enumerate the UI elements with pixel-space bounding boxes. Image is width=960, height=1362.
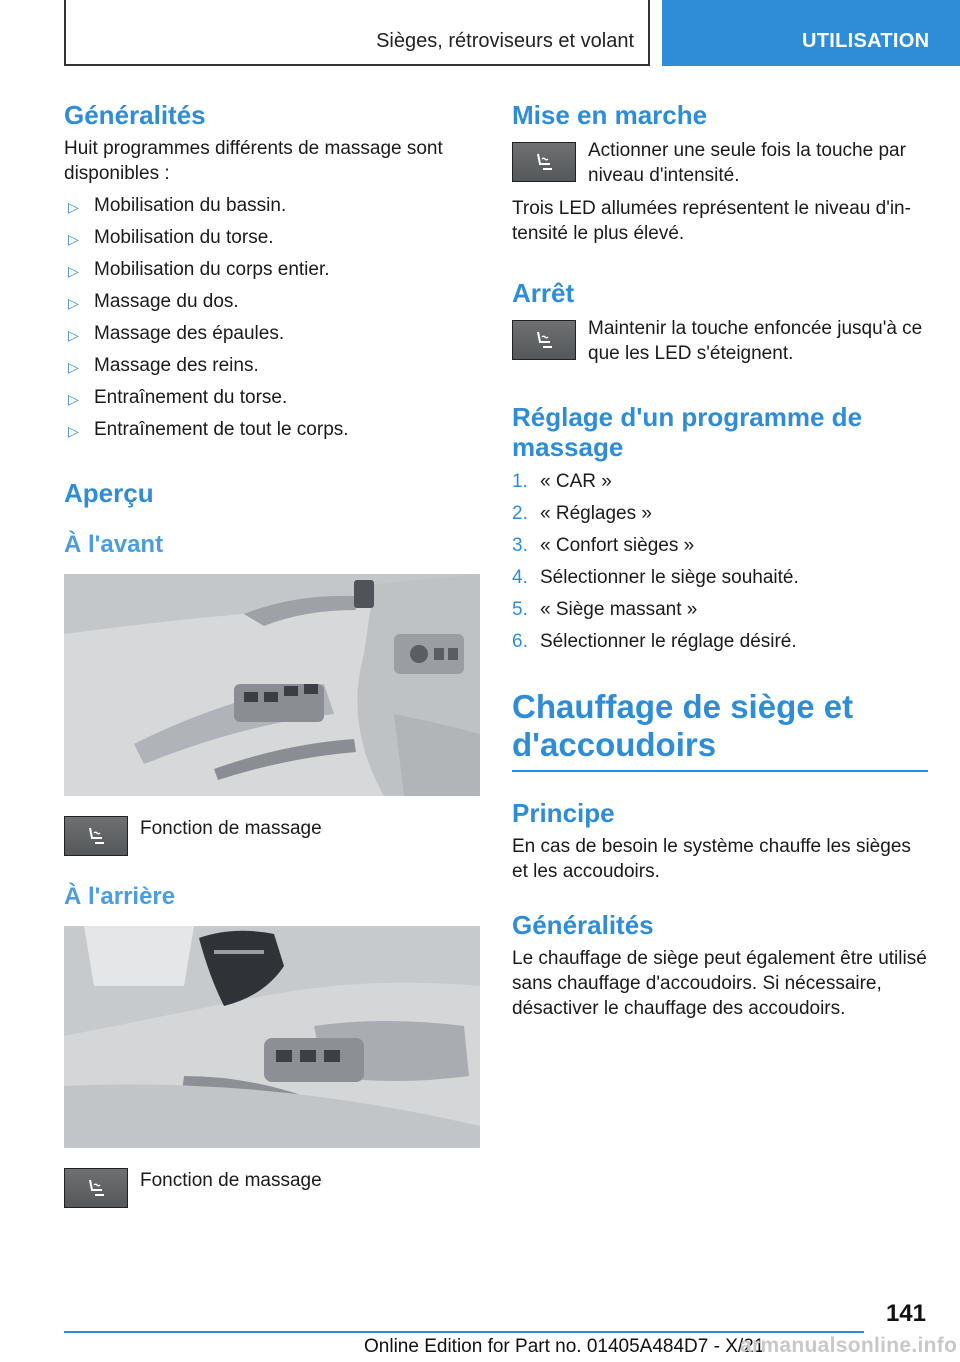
list-item: 1. « CAR » <box>512 471 612 492</box>
section-title: UTILISATION <box>802 30 930 52</box>
seat-massage-button <box>64 1168 128 1208</box>
triangle-bullet-icon: ▷ <box>68 263 79 279</box>
list-item: 2. « Réglages » <box>512 503 652 524</box>
general2-text: Le chauffage de siège peut également être utilisé sans chauffage d'accoudoirs. Si nécessaire, désactiver le chauffage des accoudoirs. <box>512 948 927 1019</box>
list-item: 4. Sélectionner le siège souhaité. <box>512 567 799 588</box>
triangle-bullet-icon: ▷ <box>68 199 79 215</box>
seat-massage-icon <box>85 825 107 847</box>
triangle-bullet-icon: ▷ <box>68 359 79 375</box>
chapter-title: Sièges, rétroviseurs et volant <box>376 30 634 52</box>
section-tab <box>662 0 960 66</box>
triangle-bullet-icon: ▷ <box>68 231 79 247</box>
list-item: ▷ Mobilisation du torse. <box>64 226 480 250</box>
chapter-header <box>64 0 650 66</box>
right-column <box>512 100 928 1021</box>
on-heading: Mise en marche <box>512 100 708 130</box>
overview-heading: Aperçu <box>64 478 154 508</box>
front-heading: À l'avant <box>64 531 164 558</box>
triangle-bullet-icon: ▷ <box>68 295 79 311</box>
off-text: Maintenir la touche enfoncée jusqu'à ce que les LED s'éteignent. <box>588 318 923 364</box>
rear-heading: À l'arrière <box>64 883 176 910</box>
heating-heading: Chauffage de siège et d'accoudoirs <box>512 688 928 772</box>
general-intro: Huit programmes différents de massage sont disponibles : <box>64 138 443 184</box>
list-item: ▷ Mobilisation du bassin. <box>64 194 480 218</box>
seat-massage-icon <box>533 329 555 351</box>
on-row <box>512 142 928 188</box>
triangle-bullet-icon: ▷ <box>68 391 79 407</box>
rear-door-illustration <box>64 926 480 1148</box>
setting-heading: Réglage d'un programme de massage <box>512 402 863 462</box>
triangle-bullet-icon: ▷ <box>68 423 79 439</box>
seat-massage-icon <box>85 1177 107 1199</box>
principle-heading: Principe <box>512 798 615 828</box>
rear-massage-row <box>64 1168 480 1208</box>
setting-steps <box>512 470 928 654</box>
program-list <box>64 194 480 442</box>
watermark: armanualsonline.info <box>740 1334 958 1357</box>
list-item: 6. Sélectionner le réglage désiré. <box>512 631 797 652</box>
list-item: 3. « Confort sièges » <box>512 535 695 556</box>
off-row <box>512 320 928 366</box>
seat-massage-icon <box>533 151 555 173</box>
list-item: ▷ Massage des épaules. <box>64 322 480 346</box>
off-heading: Arrêt <box>512 278 575 308</box>
page-number: 141 <box>885 1300 926 1327</box>
front-massage-row <box>64 816 480 856</box>
left-column <box>64 100 480 1208</box>
general2-heading: Généralités <box>512 910 654 940</box>
on-text: Actionner une seule fois la touche par niveau d'intensité. <box>588 140 906 186</box>
footer-divider <box>64 1331 864 1333</box>
general-heading: Généralités <box>64 100 206 130</box>
rear-door-image <box>64 926 480 1148</box>
on-note: Trois LED allumées représentent le niveau d'intensité le plus élevé. <box>512 198 911 244</box>
seat-massage-button <box>64 816 128 856</box>
rear-caption: Fonction de massage <box>140 1170 322 1191</box>
triangle-bullet-icon: ▷ <box>68 327 79 343</box>
list-item: ▷ Mobilisation du corps entier. <box>64 258 480 282</box>
front-door-illustration <box>64 574 480 796</box>
list-item: ▷ Entraînement de tout le corps. <box>64 418 480 442</box>
list-item: ▷ Massage des reins. <box>64 354 480 378</box>
edition-text: Online Edition for Part no. 01405A484D7 - X/21 <box>364 1336 765 1357</box>
list-item: 5. « Siège massant » <box>512 599 698 620</box>
seat-massage-button <box>512 142 576 182</box>
list-item: ▷ Entraînement du torse. <box>64 386 480 410</box>
list-item: ▷ Massage du dos. <box>64 290 480 314</box>
seat-massage-button <box>512 320 576 360</box>
front-caption: Fonction de massage <box>140 818 322 839</box>
principle-text: En cas de besoin le système chauffe les sièges et les accoudoirs. <box>512 836 911 882</box>
front-door-image <box>64 574 480 796</box>
